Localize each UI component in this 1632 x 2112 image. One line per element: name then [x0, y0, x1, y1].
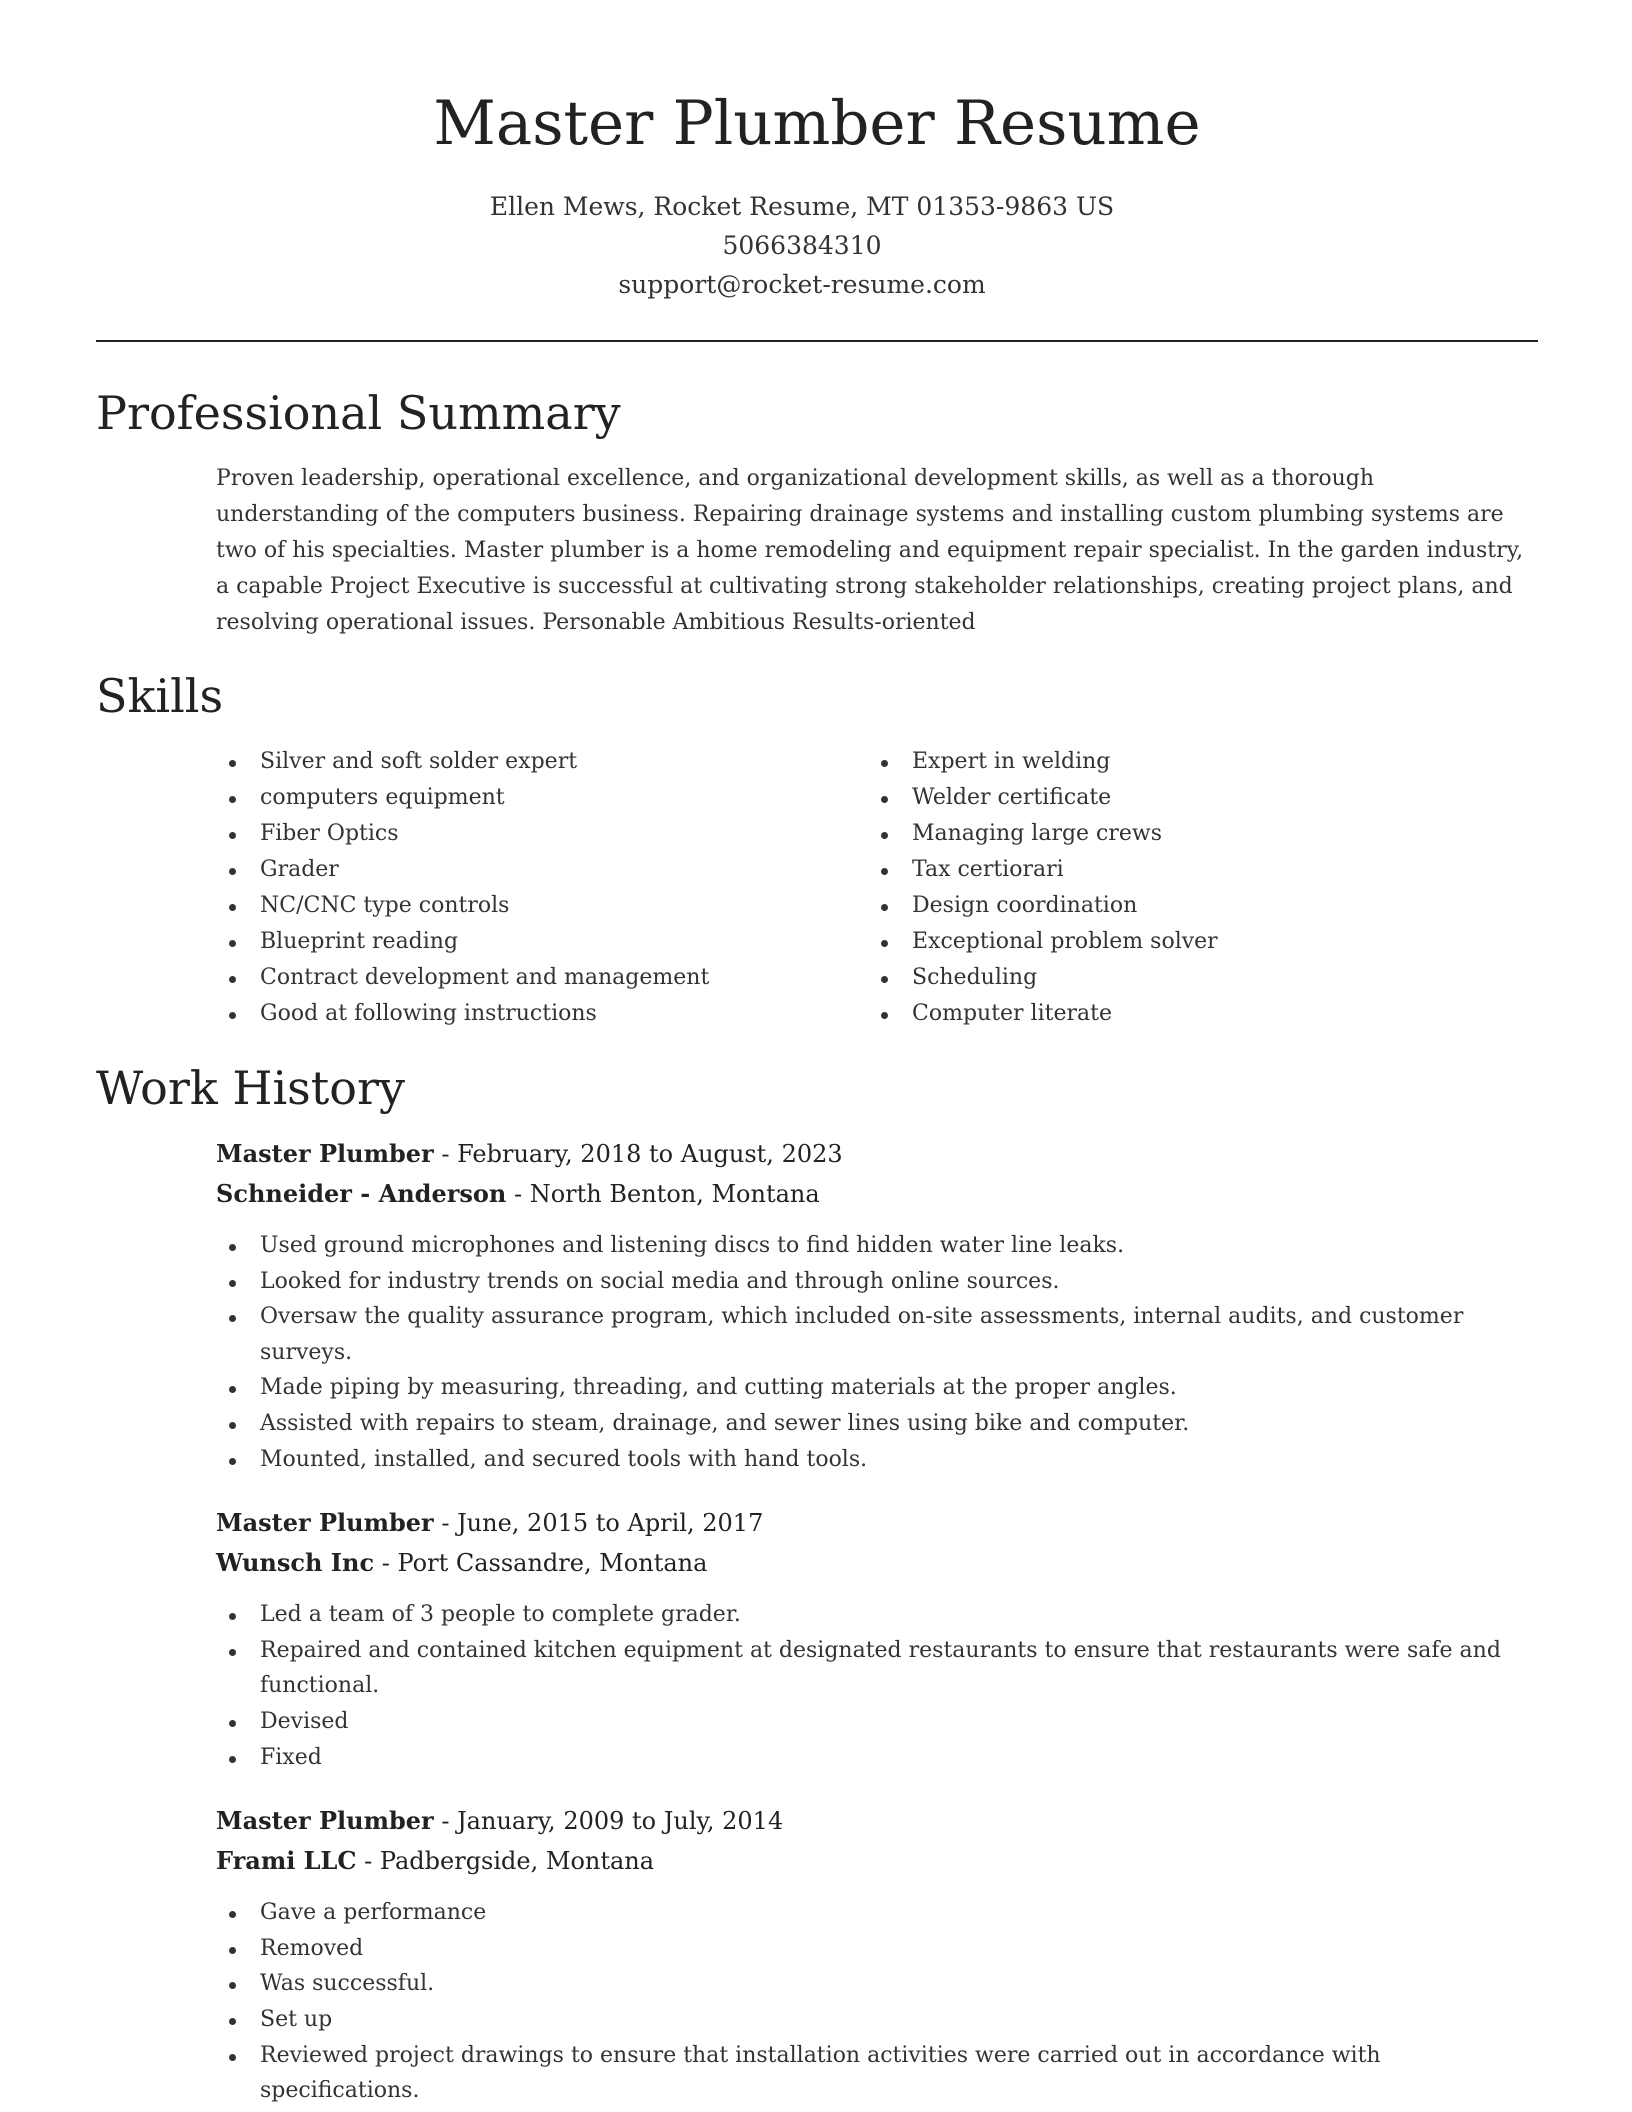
- contact-address: Ellen Mews, Rocket Resume, MT 01353-9863 US: [489, 192, 1115, 221]
- job-entry: [216, 1134, 1538, 1477]
- job-duty-item: Used ground microphones and listening discs to find hidden water line leaks.: [216, 1228, 1538, 1264]
- job-employer-line: [216, 1841, 1538, 1881]
- skills-section: [96, 668, 1538, 1032]
- job-title-line: [216, 1134, 1538, 1174]
- job-location: Padbergside, Montana: [379, 1847, 655, 1876]
- job-title: Master Plumber: [216, 1139, 434, 1168]
- job-duty-item: Led a team of 3 people to complete grader.: [216, 1597, 1538, 1633]
- skill-item: computers equipment: [216, 780, 868, 816]
- contact-info: [96, 187, 1538, 304]
- job-dates: January, 2009 to July, 2014: [457, 1807, 784, 1836]
- skill-item: Expert in welding: [868, 744, 1520, 780]
- skills-column-1: [216, 744, 868, 1032]
- header-divider: [96, 340, 1538, 342]
- job-duty-item: Repaired and contained kitchen equipment at designated restaurants to ensure that restaurants were safe and functional.: [216, 1633, 1538, 1704]
- skills-heading: Skills: [96, 669, 224, 723]
- job-employer: Wunsch Inc: [216, 1548, 375, 1578]
- skill-item: Silver and soft solder expert: [216, 744, 868, 780]
- skills-list: [216, 744, 1538, 1032]
- job-employer-line: [216, 1543, 1538, 1583]
- job-employer: Schneider - Anderson: [216, 1179, 507, 1208]
- work-history-heading: Work History: [96, 1061, 405, 1115]
- resume-title: Master Plumber Resume: [433, 88, 1201, 159]
- job-separator: -: [433, 1140, 458, 1168]
- work-history-section: [96, 1060, 1538, 2109]
- job-separator: -: [433, 1807, 458, 1836]
- job-duty-item: Looked for industry trends on social media and through online sources.: [216, 1264, 1538, 1300]
- job-duties-list: [216, 1895, 1538, 2109]
- job-separator: -: [433, 1509, 458, 1538]
- skill-item: Grader: [216, 852, 868, 888]
- job-duty-item: Devised: [216, 1704, 1538, 1740]
- skill-item: Managing large crews: [868, 816, 1520, 852]
- job-location: Port Cassandre, Montana: [397, 1549, 708, 1578]
- skill-item: Blueprint reading: [216, 924, 868, 960]
- job-duty-item: Assisted with repairs to steam, drainage, and sewer lines using bike and computer.: [216, 1406, 1538, 1442]
- job-duty-item: Mounted, installed, and secured tools with hand tools.: [216, 1442, 1538, 1478]
- job-employer-line: [216, 1174, 1538, 1214]
- skill-item: Design coordination: [868, 888, 1520, 924]
- job-duty-item: Gave a performance: [216, 1895, 1538, 1931]
- job-entry: [216, 1801, 1538, 2109]
- job-separator: -: [374, 1549, 398, 1578]
- job-duty-item: Was successful.: [216, 1966, 1538, 2002]
- skill-item: Contract development and management: [216, 960, 868, 996]
- skills-column-2: [868, 744, 1520, 1032]
- job-entry: [216, 1503, 1538, 1775]
- skill-item: Welder certificate: [868, 780, 1520, 816]
- job-duties-list: [216, 1228, 1538, 1477]
- summary-heading: Professional Summary: [96, 386, 621, 440]
- job-separator: -: [506, 1180, 530, 1208]
- skill-item: Good at following instructions: [216, 996, 868, 1032]
- job-location: North Benton, Montana: [529, 1180, 820, 1208]
- job-employer: Frami LLC: [216, 1846, 357, 1876]
- job-title-line: [216, 1801, 1538, 1841]
- job-title-line: [216, 1503, 1538, 1543]
- job-duty-item: Removed: [216, 1931, 1538, 1967]
- summary-section: [96, 385, 1538, 641]
- job-duty-item: Fixed: [216, 1740, 1538, 1776]
- job-duty-item: Set up: [216, 2002, 1538, 2038]
- skill-item: Tax certiorari: [868, 852, 1520, 888]
- skill-item: Fiber Optics: [216, 816, 868, 852]
- job-duty-item: Oversaw the quality assurance program, which included on-site assessments, internal audits, and customer surveys.: [216, 1299, 1538, 1370]
- resume-header: [96, 88, 1538, 304]
- job-separator: -: [356, 1847, 380, 1876]
- job-duty-item: Reviewed project drawings to ensure that installation activities were carried out in accordance with specifications.: [216, 2038, 1538, 2109]
- contact-phone: 5066384310: [722, 231, 882, 260]
- job-duties-list: [216, 1597, 1538, 1775]
- job-dates: February, 2018 to August, 2023: [457, 1140, 843, 1168]
- job-dates: June, 2015 to April, 2017: [457, 1509, 764, 1538]
- contact-email: support@rocket-resume.com: [618, 270, 986, 299]
- skill-item: Scheduling: [868, 960, 1520, 996]
- job-duty-item: Made piping by measuring, threading, and cutting materials at the proper angles.: [216, 1370, 1538, 1406]
- summary-text: Proven leadership, operational excellence, and organizational development skills, as well as a thorough understanding of the computers business. Repairing drainage systems and installing custom plumbing systems are two of his specialties. Master plumber is a home remodeling and equipment repair specialist. In the garden industry, a capable Project Executive is successful at cultivating strong stakeholder relationships, creating project plans, and resolving operational issues. Personable Ambitious Results-oriented: [216, 466, 1524, 635]
- skill-item: Exceptional problem solver: [868, 924, 1520, 960]
- skill-item: NC/CNC type controls: [216, 888, 868, 924]
- job-title: Master Plumber: [216, 1508, 434, 1538]
- job-title: Master Plumber: [216, 1806, 434, 1836]
- skill-item: Computer literate: [868, 996, 1520, 1032]
